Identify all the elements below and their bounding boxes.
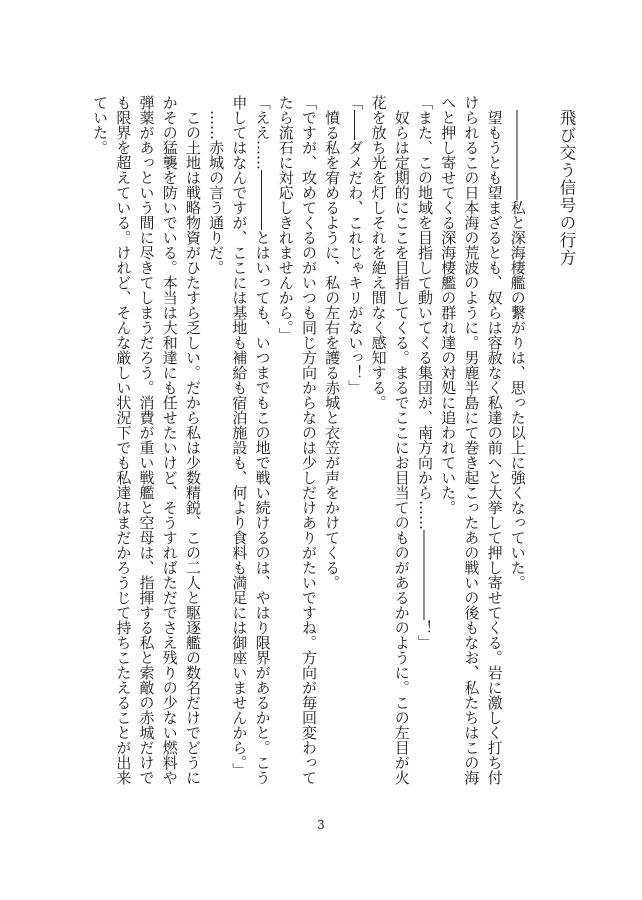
chapter-title: 飛び交う信号の行方 [557,109,576,267]
paragraph-5: 「――ダメだわ、これじゃキリがないっ！」 [346,95,365,395]
paragraph-8: 「ええ……――――とはいっても、いつまでもこの地で戦い続けるのは、やはり限界があるかと。こう申してはなんですが、ここには基地も補給も宿泊施設も、何より食料も満足には御座いませんから。」 [230,95,272,785]
vertical-text-block [88,95,578,795]
page-number: 3 [317,818,325,832]
paragraph-3: 「また、この地域を目指して動いてくる集団が、南方向から……――――――！」 [415,95,434,650]
paragraph-9: ……赤城の言う通りだ。 [207,95,226,275]
paragraph-7: 「ですが、攻めてくるのがいつも同じ方向からなのは少しだけありがたいですね。方向が毎回変わってたら流石に対応しきれませんから。」 [276,95,318,785]
paragraph-10: この土地は戦略物資がひたすら乏しい。だから私は少数精鋭、この二人と駆逐艦の数名だけでどうにかその猛襲を防いでいる。本当は大和達にも任せたいけど、そうすればただでさえ残りの少ない燃料や弾薬があっという間に尽きてしまうだろう。消費が重い戦艦と空母は、指揮する私と索敵の赤城だけでも限界を超えている。けれど、そんな厳しい状況下でも私達はまだかろうじて持ちこたえることが出来ていた。 [91,95,202,785]
paragraph-4: 奴らは定期的にここを目指してくる。まるでここにお目当てのものがあるかのように。この左目が火花を放ち光を灯しそれを絶え間なく感知する。 [369,95,411,785]
paragraph-6: 憤る私を宥めるように、私の左右を護る赤城と衣笠が声をかけてくる。 [323,95,342,590]
paragraph-2: 望もうとも望まざるとも、奴らは容赦なく私達の前へと大挙して押し寄せてくる。岩に激しく打ち付けられるこの日本海の荒波のように。男鹿半島にて巻き起こったあの戦いの後もなお、私たちはこの海へと押し寄せてくる深海棲艦の群れ達の対処に追われていた。 [439,95,504,785]
paragraph-1: ――――――私と深海棲艦の繋がりは、思った以上に強くなっていた。 [508,95,527,590]
